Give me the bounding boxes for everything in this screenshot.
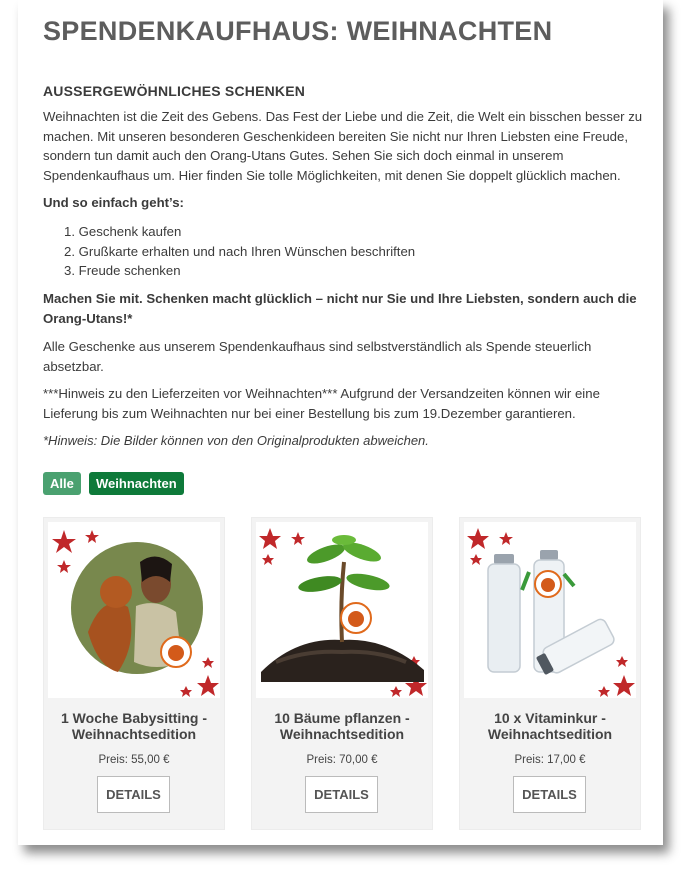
- product-price: Preis: 70,00 €: [306, 754, 378, 766]
- cta-text: Machen Sie mit. Schenken macht glücklich – nicht nur Sie und Ihre Liebsten, sondern auch die Orang-Utans!*: [43, 291, 637, 326]
- details-button[interactable]: DETAILS: [305, 776, 378, 813]
- product-title[interactable]: 10 Bäume pflanzen - Weihnachtsedition: [274, 710, 410, 742]
- steps-list: [43, 222, 415, 281]
- intro-paragraph: Weihnachten ist die Zeit des Gebens. Das Fest der Liebe und die Zeit, die Welt ein bisschen besser zu machen. Mit unseren besonderen Geschenkideen bereiten Sie nicht nur Ihren Liebsten eine Freude, sondern tun damit auch den Orang-Utans Gutes. Sehen Sie sich doch einmal in unserem Spendenkaufhaus um. Hier finden Sie tolle Möglichkeiten, mit denen Sie doppelt glücklich machen.: [43, 109, 643, 183]
- product-price: Preis: 17,00 €: [514, 754, 586, 766]
- product-price: Preis: 55,00 €: [98, 754, 170, 766]
- product-title[interactable]: 10 x Vitaminkur - Weihnachtsedition: [487, 710, 613, 742]
- product-image-vitaminkur[interactable]: [464, 522, 636, 698]
- list-item: 1. Geschenk kaufen: [64, 224, 182, 239]
- delivery-notice: ***Hinweis zu den Lieferzeiten vor Weihnachten*** Aufgrund der Versandzeiten können wir eine Lieferung bis zum Weihnachten nur bei einer Bestellung bis zum 19.Dezember garantieren.: [43, 386, 600, 421]
- details-button[interactable]: DETAILS: [513, 776, 586, 813]
- list-item: 3. Freude schenken: [64, 263, 181, 278]
- product-card-babysitting[interactable]: [43, 517, 225, 830]
- filter-all-button[interactable]: Alle: [43, 472, 81, 495]
- details-button[interactable]: DETAILS: [97, 776, 170, 813]
- product-image-baeume[interactable]: [256, 522, 428, 698]
- image-note: *Hinweis: Die Bilder können von den Originalprodukten abweichen.: [43, 433, 429, 448]
- page-title: SPENDENKAUFHAUS: WEIHNACHTEN: [43, 16, 553, 46]
- filter-weihnachten-button[interactable]: Weihnachten: [89, 472, 184, 495]
- product-image-babysitting[interactable]: [48, 522, 220, 698]
- howto-title: Und so einfach geht’s:: [43, 195, 184, 210]
- list-item: 2. Grußkarte erhalten und nach Ihren Wünschen beschriften: [64, 243, 416, 259]
- product-title[interactable]: 1 Woche Babysitting - Weihnachtsedition: [61, 710, 207, 742]
- section-heading: AUSSERGEWÖHNLICHES SCHENKEN: [43, 83, 306, 99]
- product-card-vitaminkur[interactable]: [459, 517, 641, 830]
- product-card-baeume[interactable]: [251, 517, 433, 830]
- tax-text: Alle Geschenke aus unserem Spendenkaufhaus sind selbstverständlich als Spende steuerlich absetzbar.: [43, 339, 592, 374]
